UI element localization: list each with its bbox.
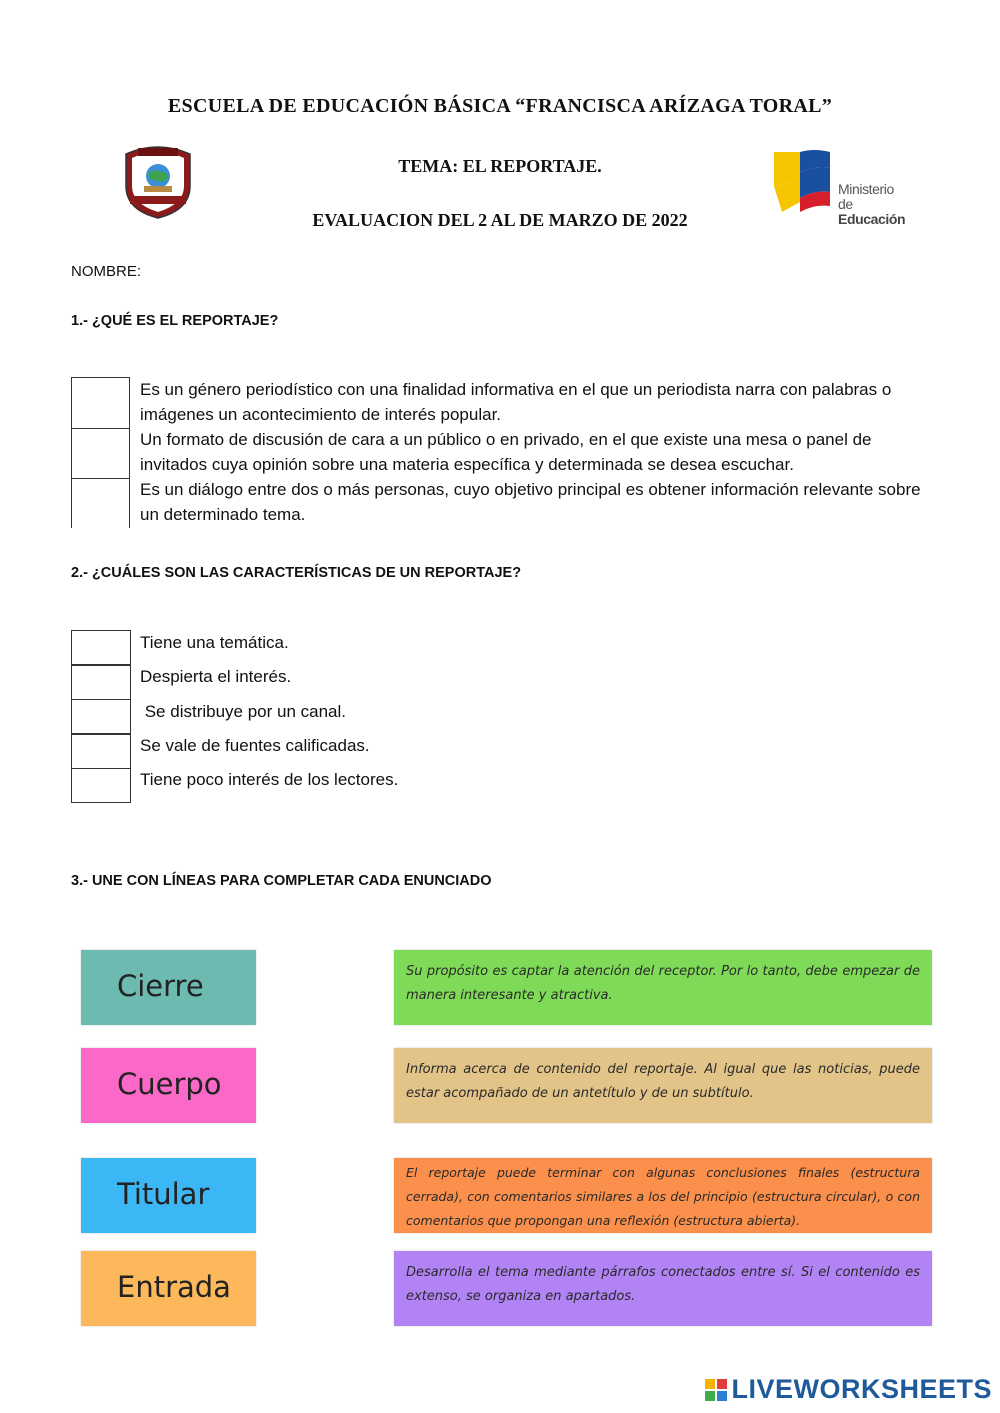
question-2-heading: 2.- ¿CUÁLES SON LAS CARACTERÍSTICAS DE UN REPORTAJE? [71, 565, 522, 581]
watermark-text: LIVEWORKSHEETS [731, 1374, 992, 1404]
q2-option-3: Se distribuye por un canal. [140, 702, 347, 721]
q1-checkbox-3[interactable] [71, 478, 130, 528]
match-term-entrada[interactable]: Entrada [81, 1251, 256, 1326]
q1-option-2: Un formato de discusión de cara a un público o en privado, en el que existe una mesa o panel de invitados cuya opinión sobre una materia específica y determinada se desea escuchar. [140, 430, 872, 474]
q2-checkbox-2[interactable] [71, 665, 131, 700]
ministry-logo [770, 146, 920, 227]
school-logo [118, 140, 198, 220]
q2-option-5: Tiene poco interés de los lectores. [140, 770, 399, 789]
liveworksheets-logo-icon [705, 1379, 727, 1401]
q2-option-4: Se vale de fuentes calificadas. [140, 736, 370, 755]
question-3-heading: 3.- UNE CON LÍNEAS PARA COMPLETAR CADA ENUNCIADO [71, 873, 492, 889]
evaluation-date: EVALUACION DEL 2 AL DE MARZO DE 2022 [312, 210, 688, 230]
q1-option-3: Es un diálogo entre dos o más personas, cuyo objetivo principal es obtener información relevante sobre un determinado tema. [140, 480, 921, 524]
q2-checkbox-4[interactable] [71, 734, 131, 769]
match-definition-1[interactable]: Su propósito es captar la atención del receptor. Por lo tanto, debe empezar de manera interesante y atractiva. [394, 950, 932, 1025]
ministry-line2-prefix: de [838, 196, 853, 212]
liveworksheets-watermark [705, 1374, 992, 1405]
ministry-line1: Ministerio [838, 181, 894, 197]
ministry-line2-bold: Educación [838, 211, 906, 227]
question-1-heading: 1.- ¿QUÉ ES EL REPORTAJE? [71, 313, 279, 329]
ecuador-flag-icon [770, 146, 832, 220]
match-definition-4[interactable]: Desarrolla el tema mediante párrafos conectados entre sí. Si el contenido es extenso, se organiza en apartados. [394, 1251, 932, 1326]
q1-checkbox-2[interactable] [71, 428, 130, 478]
topic-title: TEMA: EL REPORTAJE. [398, 156, 602, 176]
q2-checkbox-1[interactable] [71, 630, 131, 665]
q1-option-1: Es un género periodístico con una finalidad informativa en el que un periodista narra con palabras o imágenes un acontecimiento de interés popular. [140, 380, 892, 424]
school-title: ESCUELA DE EDUCACIÓN BÁSICA “FRANCISCA ARÍZAGA TORAL” [167, 95, 833, 117]
q2-option-1: Tiene una temática. [140, 633, 289, 652]
match-term-cuerpo[interactable]: Cuerpo [81, 1048, 256, 1123]
match-definition-3[interactable]: El reportaje puede terminar con algunas conclusiones finales (estructura cerrada), con comentarios similares a los del principio (estructura circular), o con comentarios que propongan una reflexión (estructura abierta). [394, 1158, 932, 1233]
q2-checkbox-5[interactable] [71, 768, 131, 803]
q1-checkbox-1[interactable] [71, 377, 130, 428]
match-term-cierre[interactable]: Cierre [81, 950, 256, 1025]
match-term-titular[interactable]: Titular [81, 1158, 256, 1233]
match-definition-2[interactable]: Informa acerca de contenido del reportaje. Al igual que las noticias, puede estar acompañado de un antetítulo y de un subtítulo. [394, 1048, 932, 1123]
q2-option-2: Despierta el interés. [140, 667, 292, 686]
q2-checkbox-3[interactable] [71, 699, 131, 734]
name-label: NOMBRE: [71, 263, 142, 280]
